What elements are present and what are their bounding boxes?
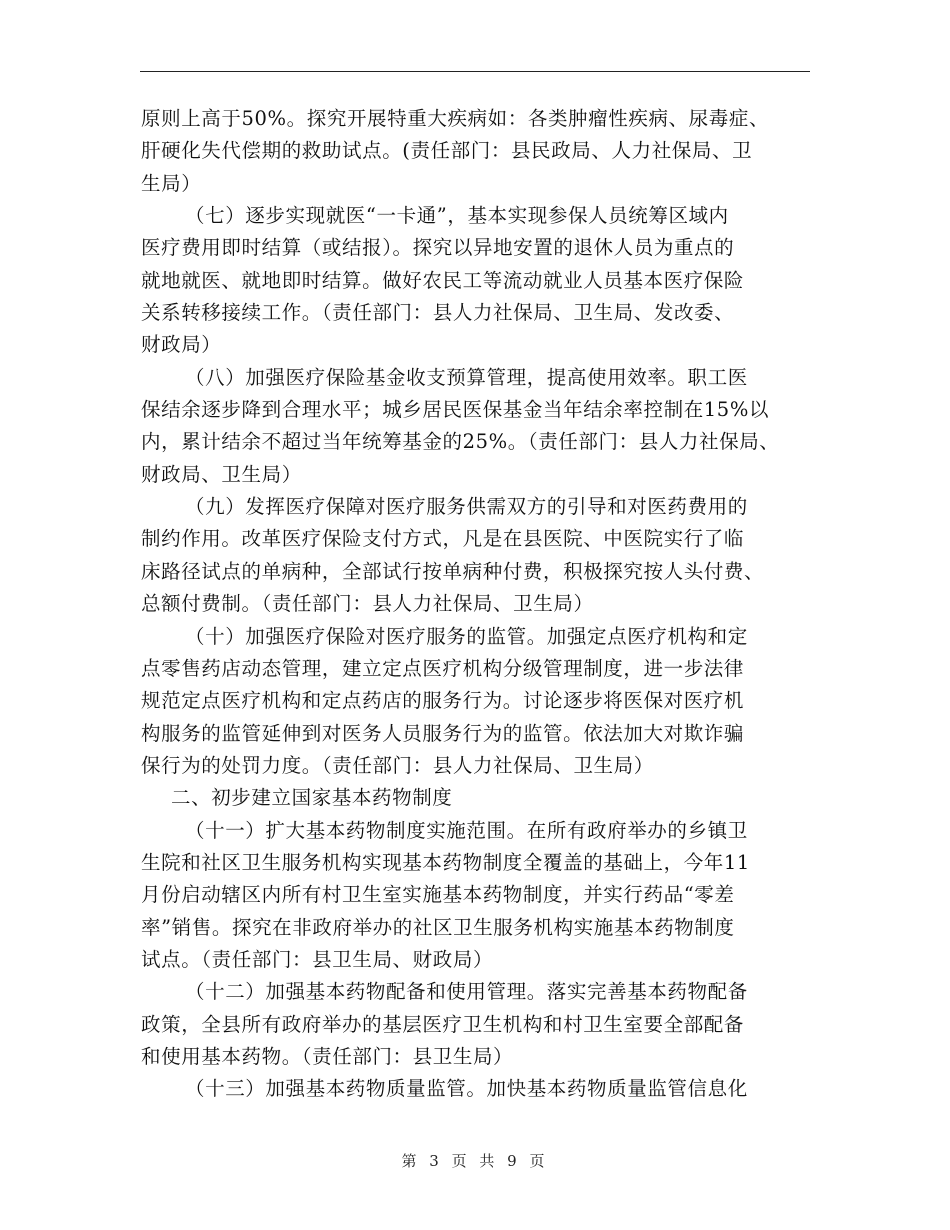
header-rule <box>140 71 810 72</box>
text-line: 点零售药店动态管理，建立定点医疗机构分级管理制度，进一步法律 <box>141 656 745 680</box>
text-line: 生院和社区卫生服务机构实现基本药物制度全覆盖的基础上，今年11 <box>141 850 750 874</box>
text-line: （十）加强医疗保险对医疗服务的监管。加强定点医疗机构和定 <box>185 624 748 648</box>
text-line: （八）加强医疗保险基金收支预算管理，提高使用效率。职工医 <box>185 365 748 389</box>
text-line: 政策，全县所有政府举办的基层医疗卫生机构和村卫生室要全部配备 <box>141 1012 745 1036</box>
text-line: 月份启动辖区内所有村卫生室实施基本药物制度，并实行药品“零差 <box>141 883 735 907</box>
text-line: 生局） <box>141 171 202 195</box>
document-body <box>141 103 841 1106</box>
text-line: 构服务的监管延伸到对医务人员服务行为的监管。依法加大对欺诈骗 <box>141 721 745 745</box>
text-line: 规范定点医疗机构和定点药店的服务行为。讨论逐步将医保对医疗机 <box>141 689 745 713</box>
text-line: 保结余逐步降到合理水平；城乡居民医保基金当年结余率控制在15%以 <box>141 398 770 422</box>
text-line: 保行为的处罚力度。（责任部门：县人力社保局、卫生局） <box>141 753 654 777</box>
text-line: 和使用基本药物。（责任部门：县卫生局） <box>141 1044 514 1068</box>
text-line: 肝硬化失代偿期的救助试点。(责任部门：县民政局、人力社保局、卫 <box>141 139 753 163</box>
section-heading: 二、初步建立国家基本药物制度 <box>171 786 453 810</box>
text-line: 就地就医、就地即时结算。做好农民工等流动就业人员基本医疗保险 <box>141 268 745 292</box>
text-line: （九）发挥医疗保障对医疗服务供需双方的引导和对医药费用的 <box>185 495 748 519</box>
page-number: 第 3 页 共 9 页 <box>401 1152 549 1170</box>
text-line: （十二）加强基本药物配备和使用管理。落实完善基本药物配备 <box>185 980 748 1004</box>
text-line: 床路径试点的单病种，全部试行按单病种付费，积极探究按人头付费、 <box>141 559 765 583</box>
text-line: 财政局、卫生局） <box>141 462 302 486</box>
text-line: 医疗费用即时结算（或结报）。探究以异地安置的退休人员为重点的 <box>141 236 735 260</box>
text-line: 关系转移接续工作。（责任部门：县人力社保局、卫生局、发改委、 <box>141 301 735 325</box>
text-line: （十三）加强基本药物质量监管。加快基本药物质量监管信息化 <box>185 1077 748 1101</box>
text-line: 试点。（责任部门：县卫生局、财政局） <box>141 947 494 971</box>
text-line: 率”销售。探究在非政府举办的社区卫生服务机构实施基本药物制度 <box>141 915 735 939</box>
text-line: 内，累计结余不超过当年统筹基金的25%。（责任部门：县人力社保局、 <box>141 430 780 454</box>
text-line: 财政局） <box>141 333 222 357</box>
text-line: 原则上高于50%。探究开展特重大疾病如：各类肿瘤性疾病、尿毒症、 <box>141 107 770 130</box>
text-line: （七）逐步实现就医“一卡通”，基本实现参保人员统筹区域内 <box>185 204 729 228</box>
text-line: （十一）扩大基本药物制度实施范围。在所有政府举办的乡镇卫 <box>185 818 748 842</box>
text-line: 制约作用。改革医疗保险支付方式，凡是在县医院、中医院实行了临 <box>141 527 745 551</box>
text-line: 总额付费制。（责任部门：县人力社保局、卫生局） <box>141 592 594 616</box>
